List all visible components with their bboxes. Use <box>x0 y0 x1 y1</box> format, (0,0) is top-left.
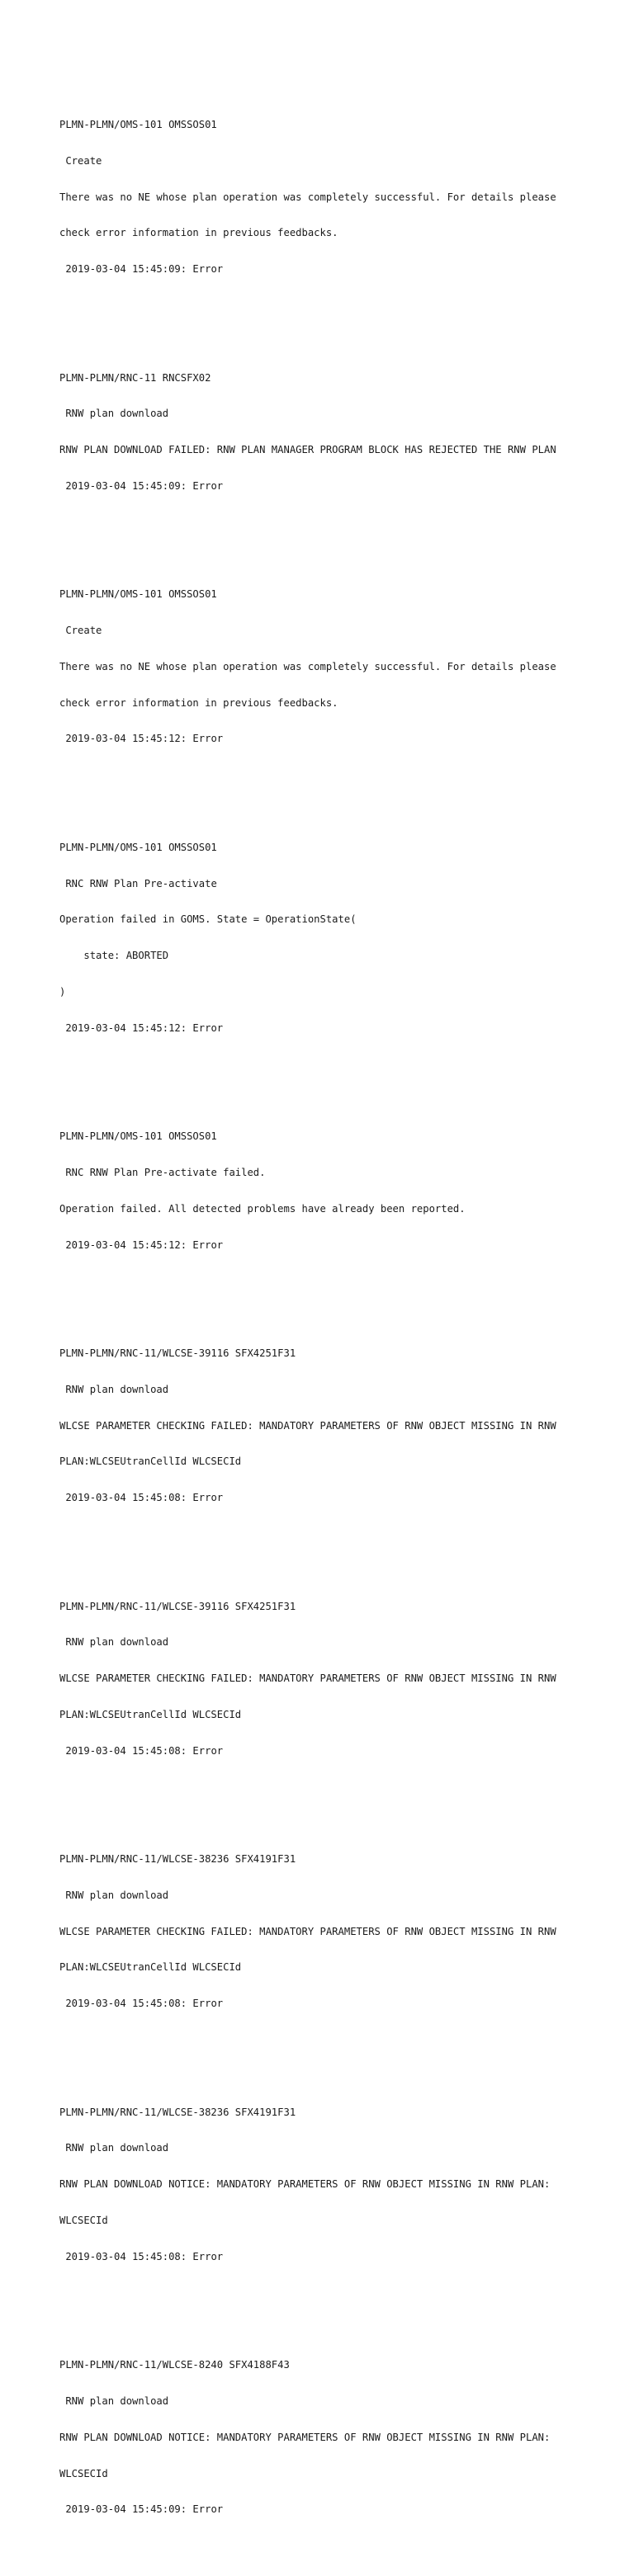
entry-operation: RNW plan download <box>59 2142 169 2154</box>
entry-message-line: check error information in previous feedbacks. <box>59 696 338 709</box>
entry-message-line: WLCSE PARAMETER CHECKING FAILED: MANDATORY PARAMETERS OF RNW OBJECT MISSING IN RNW <box>59 1419 556 1432</box>
entry-message-line: PLAN:WLCSEUtranCellId WLCSECId <box>59 1961 242 1974</box>
entry-message-line: PLAN:WLCSEUtranCellId WLCSECId <box>59 1455 242 1468</box>
entry-source: PLMN-PLMN/OMS-101 OMSSOS01 <box>59 841 217 853</box>
entry-operation: RNC RNW Plan Pre-activate <box>59 877 217 889</box>
entry-operation: RNC RNW Plan Pre-activate failed. <box>59 1167 266 1178</box>
entry-operation: Create <box>59 154 102 167</box>
entry-timestamp: 2019-03-04 15:45:09: Error <box>59 479 224 492</box>
entry-message-line: There was no NE whose plan operation was completely successful. For details please <box>59 660 556 672</box>
entry-message-line: check error information in previous feedbacks. <box>59 227 338 239</box>
entry-timestamp: 2019-03-04 15:45:08: Error <box>59 2250 224 2262</box>
entry-message-line: WLCSECId <box>59 2467 108 2479</box>
entry-source: PLMN-PLMN/RNC-11/WLCSE-8240 SFX4188F43 <box>59 2359 290 2371</box>
log-entry <box>59 2083 604 2287</box>
log-entry <box>59 347 604 516</box>
log-entry <box>59 1829 604 2034</box>
log-entry <box>59 95 604 300</box>
entry-operation: RNW plan download <box>59 408 169 420</box>
entry-source: PLMN-PLMN/OMS-101 OMSSOS01 <box>59 588 217 601</box>
entry-operation: RNW plan download <box>59 2395 169 2408</box>
entry-timestamp: 2019-03-04 15:45:09: Error <box>59 263 224 276</box>
entry-source: PLMN-PLMN/RNC-11/WLCSE-39116 SFX4251F31 <box>59 1347 296 1359</box>
entry-operation: RNW plan download <box>59 1889 169 1901</box>
entry-timestamp: 2019-03-04 15:45:08: Error <box>59 1744 224 1757</box>
entry-message-line: WLCSECId <box>59 2215 108 2227</box>
entry-source: PLMN-PLMN/RNC-11/WLCSE-38236 SFX4191F31 <box>59 1853 296 1866</box>
entry-timestamp: 2019-03-04 15:45:08: Error <box>59 1998 224 2010</box>
entry-operation: RNW plan download <box>59 1636 169 1649</box>
entry-timestamp: 2019-03-04 15:45:09: Error <box>59 2503 224 2516</box>
feedback-log <box>59 59 604 2576</box>
entry-message-line: Operation failed in GOMS. State = OperationState( <box>59 913 357 926</box>
entry-source: PLMN-PLMN/RNC-11/WLCSE-39116 SFX4251F31 <box>59 1600 296 1612</box>
entry-message-line: WLCSE PARAMETER CHECKING FAILED: MANDATORY PARAMETERS OF RNW OBJECT MISSING IN RNW <box>59 1925 556 1937</box>
entry-message-line: There was no NE whose plan operation was completely successful. For details please <box>59 191 556 203</box>
entry-timestamp: 2019-03-04 15:45:12: Error <box>59 1238 224 1251</box>
log-entry <box>59 818 604 1059</box>
entry-message-line: state: ABORTED <box>59 950 169 962</box>
entry-message-line: RNW PLAN DOWNLOAD FAILED: RNW PLAN MANAGER PROGRAM BLOCK HAS REJECTED THE RNW PLAN <box>59 444 556 456</box>
entry-message-line: RNW PLAN DOWNLOAD NOTICE: MANDATORY PARAMETERS OF RNW OBJECT MISSING IN RNW PLAN: <box>59 2431 551 2443</box>
log-entry <box>59 2335 604 2540</box>
entry-message-line: WLCSE PARAMETER CHECKING FAILED: MANDATORY PARAMETERS OF RNW OBJECT MISSING IN RNW <box>59 1673 556 1685</box>
entry-timestamp: 2019-03-04 15:45:08: Error <box>59 1492 224 1504</box>
log-entry <box>59 564 604 769</box>
log-entry <box>59 1576 604 1781</box>
entry-message-line: RNW PLAN DOWNLOAD NOTICE: MANDATORY PARAMETERS OF RNW OBJECT MISSING IN RNW PLAN: <box>59 2178 551 2191</box>
entry-message-line: ) <box>59 986 66 998</box>
log-entry <box>59 1323 604 1528</box>
entry-source: PLMN-PLMN/OMS-101 OMSSOS01 <box>59 1130 217 1143</box>
entry-source: PLMN-PLMN/OMS-101 OMSSOS01 <box>59 118 217 130</box>
entry-source: PLMN-PLMN/RNC-11 RNCSFX02 <box>59 371 211 384</box>
entry-timestamp: 2019-03-04 15:45:12: Error <box>59 1021 224 1034</box>
entry-source: PLMN-PLMN/RNC-11/WLCSE-38236 SFX4191F31 <box>59 2106 296 2118</box>
entry-timestamp: 2019-03-04 15:45:12: Error <box>59 733 224 745</box>
log-entry <box>59 1106 604 1275</box>
entry-message-line: Operation failed. All detected problems have already been reported. <box>59 1202 466 1215</box>
entry-operation: RNW plan download <box>59 1383 169 1395</box>
entry-operation: Create <box>59 625 102 637</box>
entry-message-line: PLAN:WLCSEUtranCellId WLCSECId <box>59 1708 242 1720</box>
